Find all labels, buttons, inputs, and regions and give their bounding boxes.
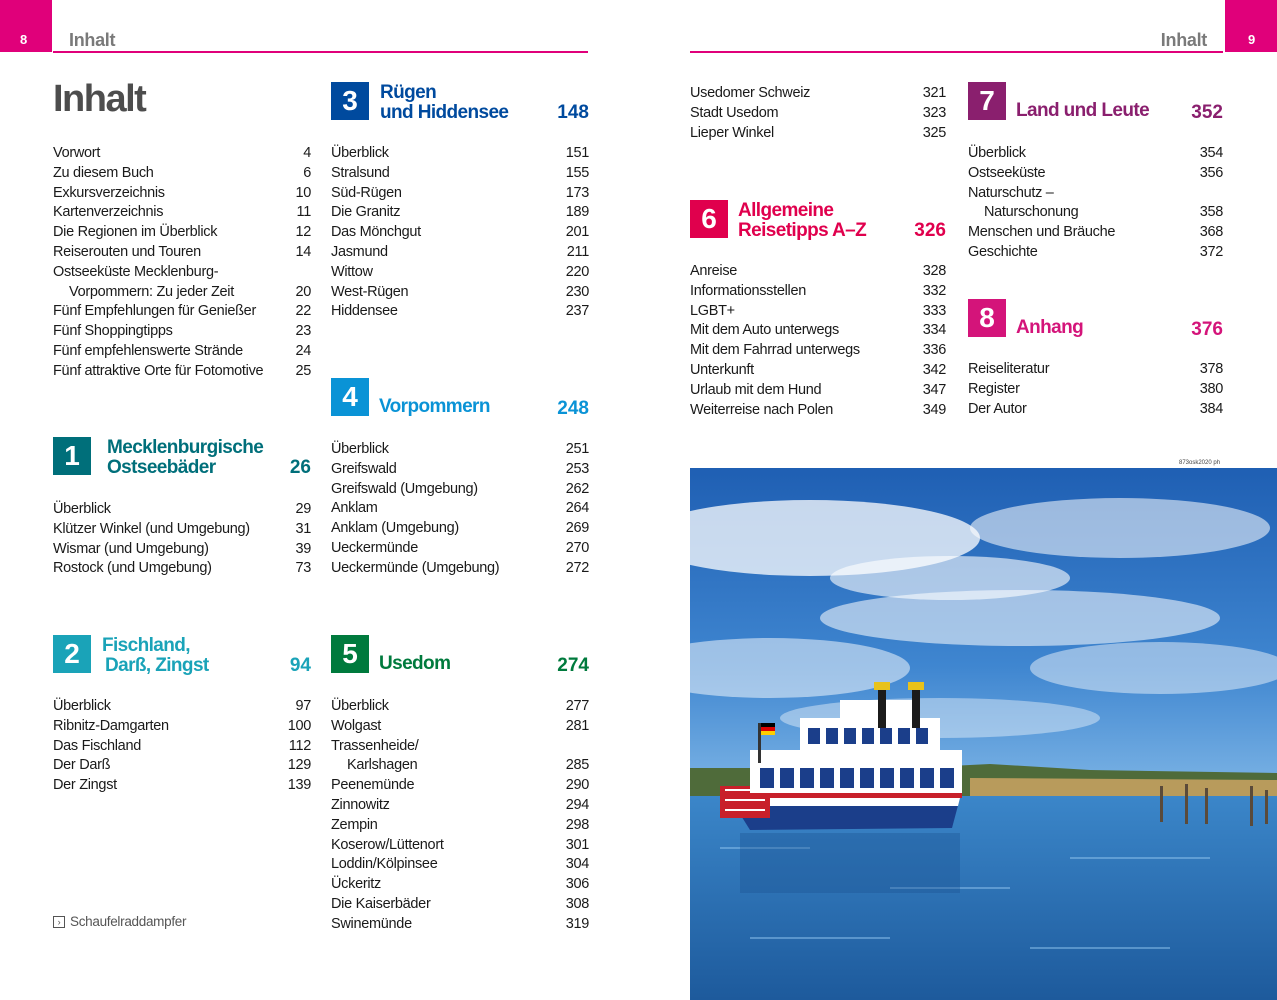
toc-item[interactable]: Überblick 97	[53, 698, 311, 714]
section-title: Vorpommern	[379, 396, 490, 417]
toc-item[interactable]: Die Granitz 189	[331, 204, 589, 221]
section-title-line2: und Hiddensee	[380, 102, 509, 123]
section-title: Anhang	[1016, 317, 1084, 338]
toc-item[interactable]: Unterkunft 342	[690, 361, 946, 378]
toc-item[interactable]: Naturschonung 358	[984, 204, 1223, 221]
toc-item[interactable]: Menschen und Bräuche 368	[968, 224, 1223, 241]
toc-item[interactable]: Der Autor 384	[968, 400, 1223, 417]
section-5-list	[331, 697, 589, 935]
toc-item[interactable]: Karlshagen 285	[347, 757, 589, 774]
toc-item[interactable]: Trassenheide/	[331, 737, 419, 754]
page-title: Inhalt	[53, 78, 146, 120]
toc-item[interactable]: Klützer Winkel (und Umgebung) 31	[53, 520, 311, 537]
running-header-right: Inhalt	[1160, 30, 1207, 50]
section-page: 326	[914, 220, 946, 241]
section-number-2: 2	[53, 635, 91, 673]
arrow-right-box-icon: ›	[53, 916, 65, 928]
toc-item[interactable]: Wismar (und Umgebung) 39	[53, 540, 311, 557]
toc-item[interactable]: Überblick 29	[53, 501, 311, 517]
section-title-line2: Ostseebäder	[107, 457, 216, 478]
toc-item[interactable]: Greifswald (Umgebung) 262	[331, 480, 589, 497]
section-7-list	[968, 144, 1223, 263]
section-4-list	[331, 440, 589, 579]
toc-item[interactable]: Register 380	[968, 380, 1223, 397]
toc-item[interactable]: Vorwort 4	[53, 145, 311, 161]
toc-item[interactable]: Loddin/Kölpinsee 304	[331, 856, 589, 873]
section-heading-4[interactable]	[331, 378, 589, 424]
toc-item[interactable]: Greifswald 253	[331, 460, 589, 477]
section-1-list	[53, 500, 311, 579]
toc-item[interactable]: Zinnowitz 294	[331, 796, 589, 813]
section-heading-3[interactable]	[331, 82, 589, 128]
page-number-right: 9	[1248, 32, 1256, 47]
toc-item[interactable]: Weiterreise nach Polen 349	[690, 401, 946, 418]
section-3-list	[331, 144, 589, 322]
toc-item[interactable]: Fünf Empfehlungen für Genießer 22	[53, 303, 311, 320]
intro-list	[53, 144, 311, 382]
section-title-line1: Rügen	[380, 82, 437, 103]
toc-item[interactable]: Rostock (und Umgebung) 73	[53, 560, 311, 577]
toc-item[interactable]: Ostseeküste Mecklenburg-	[53, 263, 219, 280]
section-heading-6[interactable]	[690, 200, 946, 246]
section-heading-1[interactable]	[53, 437, 311, 483]
section-2-list	[53, 697, 311, 796]
toc-item[interactable]: Stralsund 155	[331, 164, 589, 181]
toc-item[interactable]: Zu diesem Buch 6	[53, 164, 311, 181]
section-number-6: 6	[690, 200, 728, 238]
header-rule-left	[53, 51, 588, 53]
toc-item[interactable]: Anreise 328	[690, 263, 946, 279]
toc-item[interactable]: Ostseeküste 356	[968, 164, 1223, 181]
section-number-1: 1	[53, 437, 91, 475]
toc-item[interactable]: Koserow/Lüttenort 301	[331, 836, 589, 853]
toc-item[interactable]: Das Mönchgut 201	[331, 224, 589, 241]
toc-item[interactable]: Usedomer Schweiz 321	[690, 85, 946, 101]
section-title: Usedom	[379, 653, 451, 674]
section-number-4: 4	[331, 378, 369, 416]
toc-item[interactable]: Fünf empfehlenswerte Strände 24	[53, 342, 311, 359]
toc-item[interactable]: Wittow 220	[331, 263, 589, 280]
section-page: 148	[557, 102, 589, 123]
toc-item[interactable]: Fünf attraktive Orte für Fotomotive 25	[53, 362, 311, 379]
page-number-tab-left	[0, 0, 52, 52]
section-title-line2: Reisetipps A–Z	[738, 220, 867, 241]
photo-caption: › Schaufelraddampfer	[53, 914, 186, 929]
section-6-list	[690, 262, 946, 420]
toc-item[interactable]: Lieper Winkel 325	[690, 124, 946, 141]
toc-item[interactable]: Ueckermünde 270	[331, 539, 589, 556]
section-number-3: 3	[331, 82, 369, 120]
section-page: 248	[557, 398, 589, 419]
section-page: 352	[1191, 102, 1223, 123]
toc-item[interactable]: Das Fischland 112	[53, 737, 311, 754]
toc-item[interactable]: Überblick 277	[331, 698, 589, 714]
section-title-line1: Allgemeine	[738, 200, 834, 221]
section-page: 94	[289, 655, 311, 676]
toc-item[interactable]: LGBT+ 333	[690, 302, 946, 319]
toc-item[interactable]: Mit dem Auto unterwegs 334	[690, 322, 946, 339]
page-number-tab-right	[1225, 0, 1277, 52]
section-title-line2: Darß, Zingst	[105, 655, 209, 676]
section-page: 274	[557, 655, 589, 676]
toc-item[interactable]: Zempin 298	[331, 816, 589, 833]
section-page: 26	[289, 457, 311, 478]
toc-item[interactable]: Anklam (Umgebung) 269	[331, 520, 589, 537]
toc-item[interactable]: Die Regionen im Überblick 12	[53, 224, 311, 241]
paddle-steamer-photo	[690, 468, 1277, 1000]
section-heading-2[interactable]	[53, 635, 311, 681]
section-number-8: 8	[968, 299, 1006, 337]
toc-item[interactable]: Süd-Rügen 173	[331, 184, 589, 201]
toc-item[interactable]: Mit dem Fahrrad unterwegs 336	[690, 342, 946, 359]
toc-item[interactable]: Peenemünde 290	[331, 777, 589, 794]
toc-item[interactable]: Ückeritz 306	[331, 876, 589, 893]
toc-item[interactable]: Überblick 151	[331, 145, 589, 161]
toc-item[interactable]: Reiserouten und Touren 14	[53, 243, 311, 260]
toc-item[interactable]: Überblick 354	[968, 145, 1223, 161]
toc-item[interactable]: Wolgast 281	[331, 717, 589, 734]
section-heading-5[interactable]	[331, 635, 589, 681]
toc-item[interactable]: Überblick 251	[331, 441, 589, 457]
toc-item[interactable]: Die Kaiserbäder 308	[331, 895, 589, 912]
toc-item[interactable]: Kartenverzeichnis 11	[53, 204, 311, 221]
section-heading-7[interactable]	[968, 82, 1223, 128]
toc-item[interactable]: Vorpommern: Zu jeder Zeit 20	[69, 283, 311, 300]
section-title-line1: Fischland,	[102, 635, 190, 656]
toc-item[interactable]: Der Darß 129	[53, 757, 311, 774]
toc-item[interactable]: Urlaub mit dem Hund 347	[690, 381, 946, 398]
toc-item[interactable]: Swinemünde 319	[331, 915, 589, 932]
toc-item[interactable]: Exkursverzeichnis 10	[53, 184, 311, 201]
toc-item[interactable]: Ribnitz-Damgarten 100	[53, 717, 311, 734]
toc-item[interactable]: Reiseliteratur 378	[968, 361, 1223, 377]
section-number-7: 7	[968, 82, 1006, 120]
section-page: 376	[1191, 319, 1223, 340]
page-number-left: 8	[20, 32, 28, 47]
toc-item[interactable]: Hiddensee 237	[331, 303, 589, 320]
section-title-line1: Mecklenburgische	[107, 437, 264, 458]
section-8-list	[968, 360, 1223, 419]
toc-item[interactable]: Anklam 264	[331, 500, 589, 517]
toc-item[interactable]: West-Rügen 230	[331, 283, 589, 300]
toc-item[interactable]: Fünf Shoppingtipps 23	[53, 323, 311, 340]
section-heading-8[interactable]	[968, 299, 1223, 345]
toc-item[interactable]: Geschichte 372	[968, 243, 1223, 260]
header-rule-right	[690, 51, 1223, 53]
toc-item[interactable]: Ueckermünde (Umgebung) 272	[331, 559, 589, 576]
toc-item[interactable]: Informationsstellen 332	[690, 282, 946, 299]
toc-item[interactable]: Jasmund 211	[331, 243, 589, 260]
toc-item[interactable]: Der Zingst 139	[53, 777, 311, 794]
running-header-left: Inhalt	[69, 30, 116, 50]
toc-item[interactable]: Stadt Usedom 323	[690, 104, 946, 121]
section-5-continued-list	[690, 84, 946, 143]
section-title: Land und Leute	[1016, 100, 1150, 121]
photo-credit: 873osk2020 ph	[1179, 460, 1221, 466]
section-number-5: 5	[331, 635, 369, 673]
toc-item[interactable]: Naturschutz –	[968, 184, 1054, 201]
